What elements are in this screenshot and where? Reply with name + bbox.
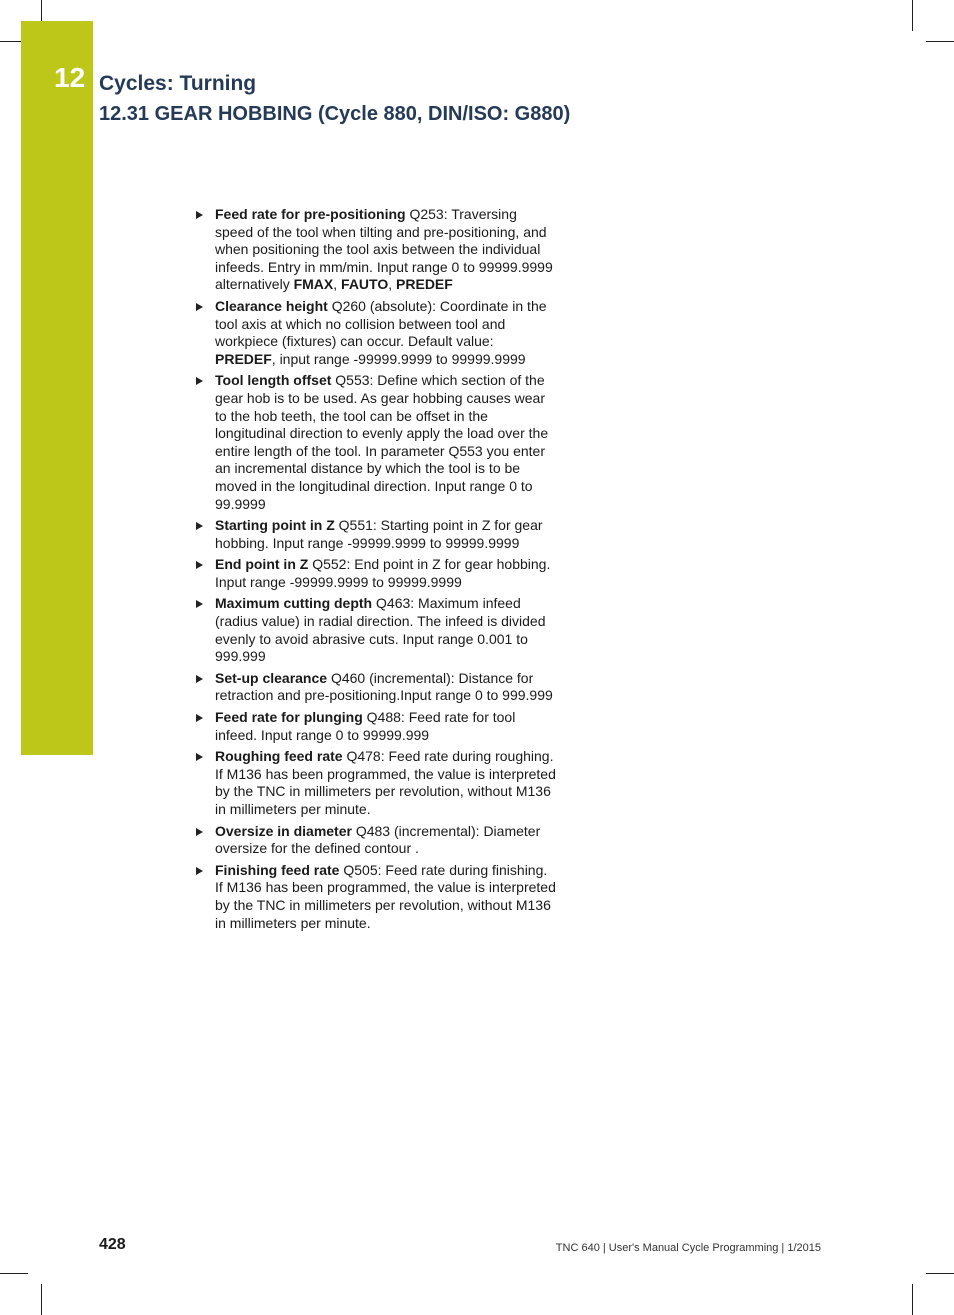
chapter-sidebar	[21, 21, 93, 755]
crop-mark	[0, 41, 22, 42]
crop-mark	[926, 41, 954, 42]
parameter-description: Q260 (absolute): Coordinate in the tool axis at which no collision between tool and workpiece (fixtures) can occur. Default value:	[215, 297, 547, 350]
crop-mark	[0, 1273, 28, 1274]
chapter-number: 12	[54, 62, 86, 93]
bullet-arrow-icon	[196, 867, 203, 875]
parameter-term: Feed rate for plunging	[215, 709, 363, 726]
parameter-term: Oversize in diameter	[215, 822, 352, 839]
list-item	[196, 862, 558, 932]
list-item	[196, 748, 558, 818]
parameter-description: Q553: Define which section of the gear hob is to be used. As gear hobbing causes wear to the hob teeth, the tool can be offset in the longitudinal direction to evenly apply the load over the entire length of the tool. In parameter Q553 you enter an incremental distance by which the tool is to be moved in the longitudinal direction. Input range 0 to 99.9999	[215, 372, 549, 512]
list-item	[196, 298, 558, 368]
bullet-arrow-icon	[196, 211, 203, 219]
parameter-term: Finishing feed rate	[215, 861, 340, 878]
footer-doc-info: TNC 640 | User's Manual Cycle Programming | 1/2015	[555, 1242, 821, 1254]
list-item	[196, 823, 558, 858]
list-item	[196, 595, 558, 665]
list-item	[196, 709, 558, 744]
parameter-description: Q552: End point in Z for gear hobbing. Input range -99999.9999 to 99999.9999	[215, 556, 551, 590]
page-number: 428	[99, 1236, 126, 1253]
parameter-description: Q463: Maximum infeed (radius value) in radial direction. The infeed is divided evenly to avoid abrasive cuts. Input range 0.001 to 999.999	[215, 595, 546, 665]
keyword: PREDEF	[396, 276, 453, 293]
parameter-description: Q253: Traversing speed of the tool when tilting and pre-positioning, and when positioning the tool axis between the individual infeeds. Entry in mm/min. Input range 0 to 99999.9999 alternatively	[215, 206, 553, 293]
parameter-description: Q551: Starting point in Z for gear hobbing. Input range -99999.9999 to 99999.9999	[215, 517, 543, 551]
bullet-arrow-icon	[196, 377, 203, 385]
list-item	[196, 670, 558, 705]
parameter-term: End point in Z	[215, 556, 309, 573]
bullet-arrow-icon	[196, 714, 203, 722]
crop-mark	[926, 1273, 954, 1274]
keyword: FMAX	[293, 276, 334, 293]
bullet-arrow-icon	[196, 600, 203, 608]
bullet-arrow-icon	[196, 303, 203, 311]
bullet-arrow-icon	[196, 675, 203, 683]
bullet-arrow-icon	[196, 561, 203, 569]
crop-mark	[912, 1284, 913, 1315]
parameter-description-tail: , input range -99999.9999 to 99999.9999	[271, 350, 526, 367]
parameter-list	[196, 206, 558, 936]
parameter-term: Maximum cutting depth	[215, 595, 373, 612]
bullet-arrow-icon	[196, 753, 203, 761]
list-item	[196, 517, 558, 552]
list-item	[196, 206, 558, 294]
parameter-description: Q478: Feed rate during roughing. If M136 has been programmed, the value is interpreted by the TNC in millimeters per revolution, without M136 in millimeters per minute.	[215, 748, 556, 817]
list-item	[196, 556, 558, 591]
parameter-description: Q488: Feed rate for tool infeed. Input range 0 to 99999.999	[215, 709, 516, 743]
parameter-description: Q460 (incremental): Distance for retraction and pre-positioning.Input range 0 to 999.999	[215, 669, 553, 704]
keyword: PREDEF	[215, 350, 272, 367]
parameter-term: Set-up clearance	[215, 669, 328, 686]
parameter-term: Clearance height	[215, 297, 328, 314]
list-item	[196, 372, 558, 513]
parameter-term: Starting point in Z	[215, 517, 335, 534]
parameter-description: Q483 (incremental): Diameter oversize for the defined contour .	[215, 822, 541, 857]
parameter-description: Q505: Feed rate during finishing. If M136 has been programmed, the value is interpreted by the TNC in millimeters per revolution, without M136 in millimeters per minute.	[215, 861, 556, 931]
crop-mark	[41, 1284, 42, 1315]
separator: ,	[388, 276, 397, 293]
section-title: 12.31 GEAR HOBBING (Cycle 880, DIN/ISO: G880)	[99, 103, 571, 125]
bullet-arrow-icon	[196, 828, 203, 836]
crop-mark	[912, 0, 913, 31]
keyword: FAUTO	[341, 276, 389, 293]
parameter-term: Roughing feed rate	[215, 748, 343, 765]
parameter-term: Feed rate for pre-positioning	[215, 206, 406, 222]
crop-mark	[41, 0, 42, 21]
parameter-term: Tool length offset	[215, 372, 332, 389]
chapter-title: Cycles: Turning	[99, 72, 257, 95]
separator: ,	[333, 276, 342, 293]
bullet-arrow-icon	[196, 522, 203, 530]
